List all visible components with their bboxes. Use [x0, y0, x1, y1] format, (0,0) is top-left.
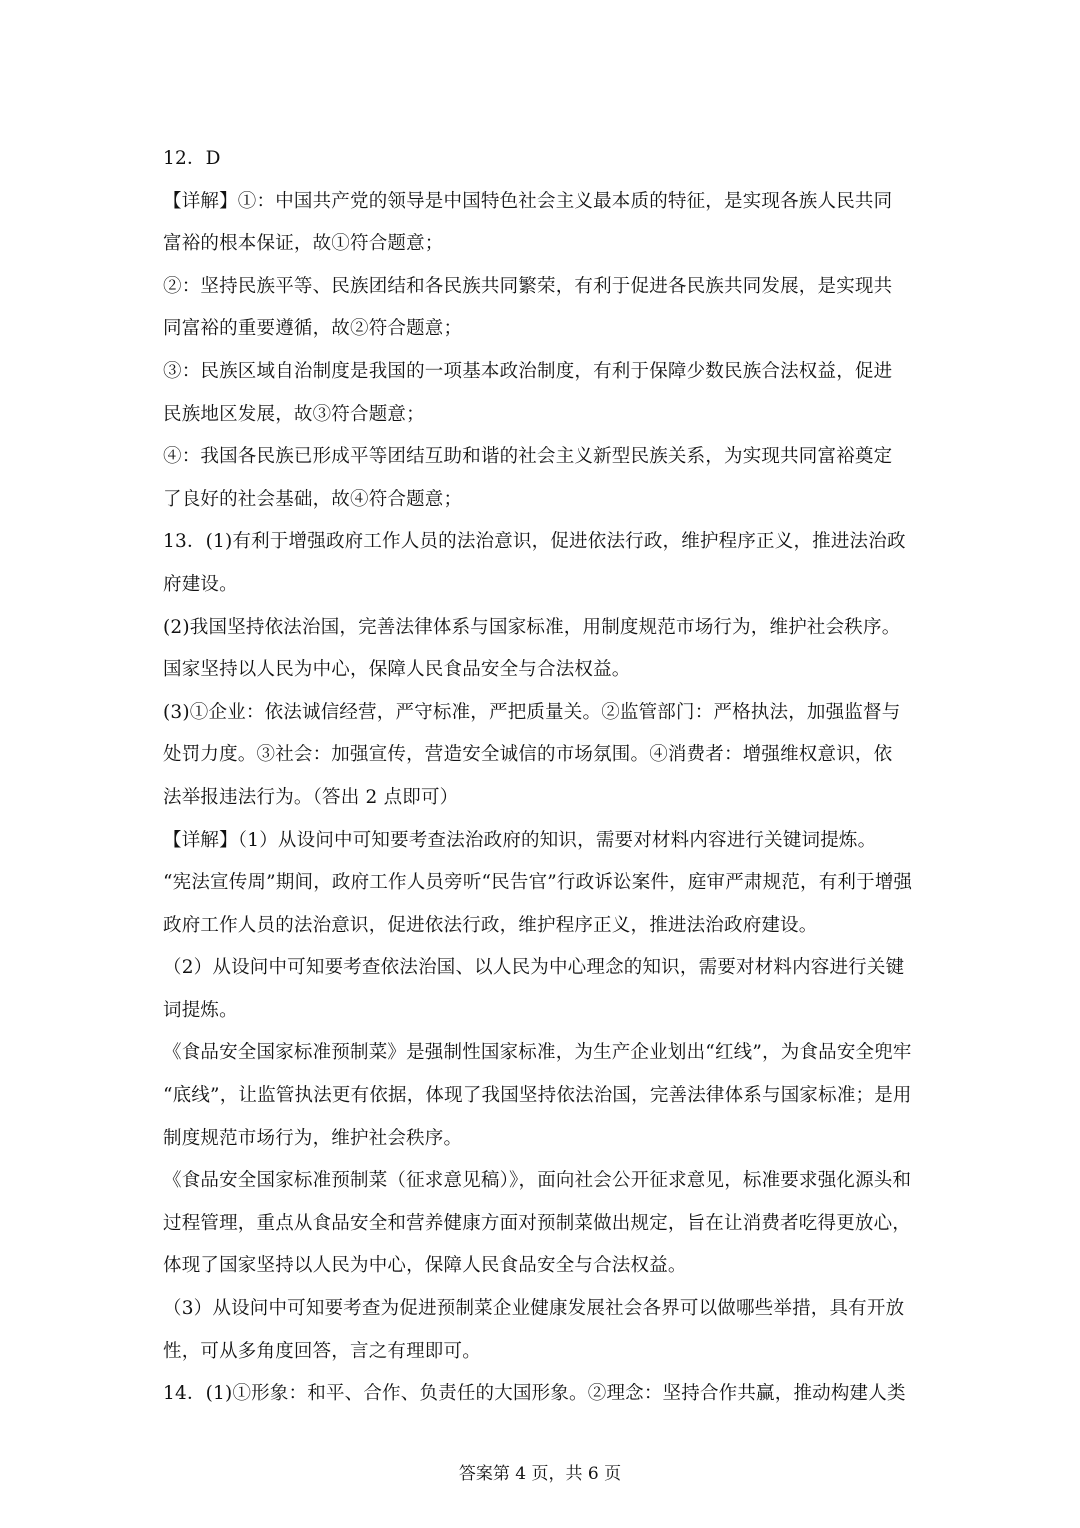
- text-line: 法举报违法行为。（答出 2 点即可）: [163, 786, 459, 808]
- text-line: 富裕的根本保证，故①符合题意；: [163, 233, 444, 255]
- text-line: 性，可从多角度回答，言之有理即可。: [163, 1340, 481, 1362]
- text-line: 处罚力度。③社会：加强宣传，营造安全诚信的市场氛围。④消费者：增强维权意识，依: [163, 744, 893, 766]
- text-line: 《食品安全国家标准预制菜（征求意见稿）》，面向社会公开征求意见，标准要求强化源头和: [163, 1170, 912, 1192]
- text-line: ④：我国各民族已形成平等团结互助和谐的社会主义新型民族关系，为实现共同富裕奠定: [163, 446, 893, 468]
- text-line: 体现了国家坚持以人民为中心，保障人民食品安全与合法权益。: [163, 1255, 687, 1277]
- text-line: (2)我国坚持依法治国，完善法律体系与国家标准，用制度规范市场行为，维护社会秩序。: [163, 616, 901, 638]
- text-line: 【详解】①：中国共产党的领导是中国特色社会主义最本质的特征，是实现各族人民共同: [163, 190, 893, 212]
- answer-13-heading: 13．(1)有利于增强政府工作人员的法治意识，促进依法行政，维护程序正义，推进法治政: [163, 531, 906, 553]
- text-line: 《食品安全国家标准预制菜》是强制性国家标准，为生产企业划出“红线”，为食品安全兜牢: [163, 1042, 912, 1064]
- text-line: ②：坚持民族平等、民族团结和各民族共同繁荣，有利于促进各民族共同发展，是实现共: [163, 275, 893, 297]
- answer-14-heading: 14．(1)①形象：和平、合作、负责任的大国形象。②理念：坚持合作共赢，推动构建人类: [163, 1383, 906, 1405]
- text-line: (3)①企业：依法诚信经营，严守标准，严把质量关。②监管部门：严格执法，加强监督与: [163, 701, 901, 723]
- text-line: “底线”，让监管执法更有依据，体现了我国坚持依法治国，完善法律体系与国家标准；是用: [163, 1085, 912, 1107]
- text-line: （3）从设问中可知要考查为促进预制菜企业健康发展社会各界可以做哪些举措，具有开放: [163, 1298, 905, 1320]
- text-line: 民族地区发展，故③符合题意；: [163, 403, 425, 425]
- text-line: 府建设。: [163, 573, 238, 595]
- text-line: “宪法宣传周”期间，政府工作人员旁听“民告官”行政诉讼案件，庭审严肃规范，有利于增强: [163, 872, 913, 894]
- page-number-footer: 答案第 4 页，共 6 页: [458, 1464, 622, 1484]
- text-line: 词提炼。: [163, 999, 238, 1021]
- text-line: （2）从设问中可知要考查依法治国、以人民为中心理念的知识，需要对材料内容进行关键: [163, 957, 905, 979]
- text-line: 政府工作人员的法治意识，促进依法行政，维护程序正义，推进法治政府建设。: [163, 914, 818, 936]
- text-line: 同富裕的重要遵循，故②符合题意；: [163, 318, 463, 340]
- text-line: ③：民族区域自治制度是我国的一项基本政治制度，有利于保障少数民族合法权益，促进: [163, 360, 893, 382]
- text-line: 国家坚持以人民为中心，保障人民食品安全与合法权益。: [163, 659, 631, 681]
- text-line: 制度规范市场行为，维护社会秩序。: [163, 1127, 463, 1149]
- text-line: 【详解】（1）从设问中可知要考查法治政府的知识，需要对材料内容进行关键词提炼。: [163, 829, 877, 851]
- text-line: 过程管理，重点从食品安全和营养健康方面对预制菜做出规定，旨在让消费者吃得更放心，: [163, 1212, 912, 1234]
- answer-text-body: [163, 138, 923, 1416]
- answer-12-heading: 12．D: [163, 148, 221, 169]
- text-line: 了良好的社会基础，故④符合题意；: [163, 488, 463, 510]
